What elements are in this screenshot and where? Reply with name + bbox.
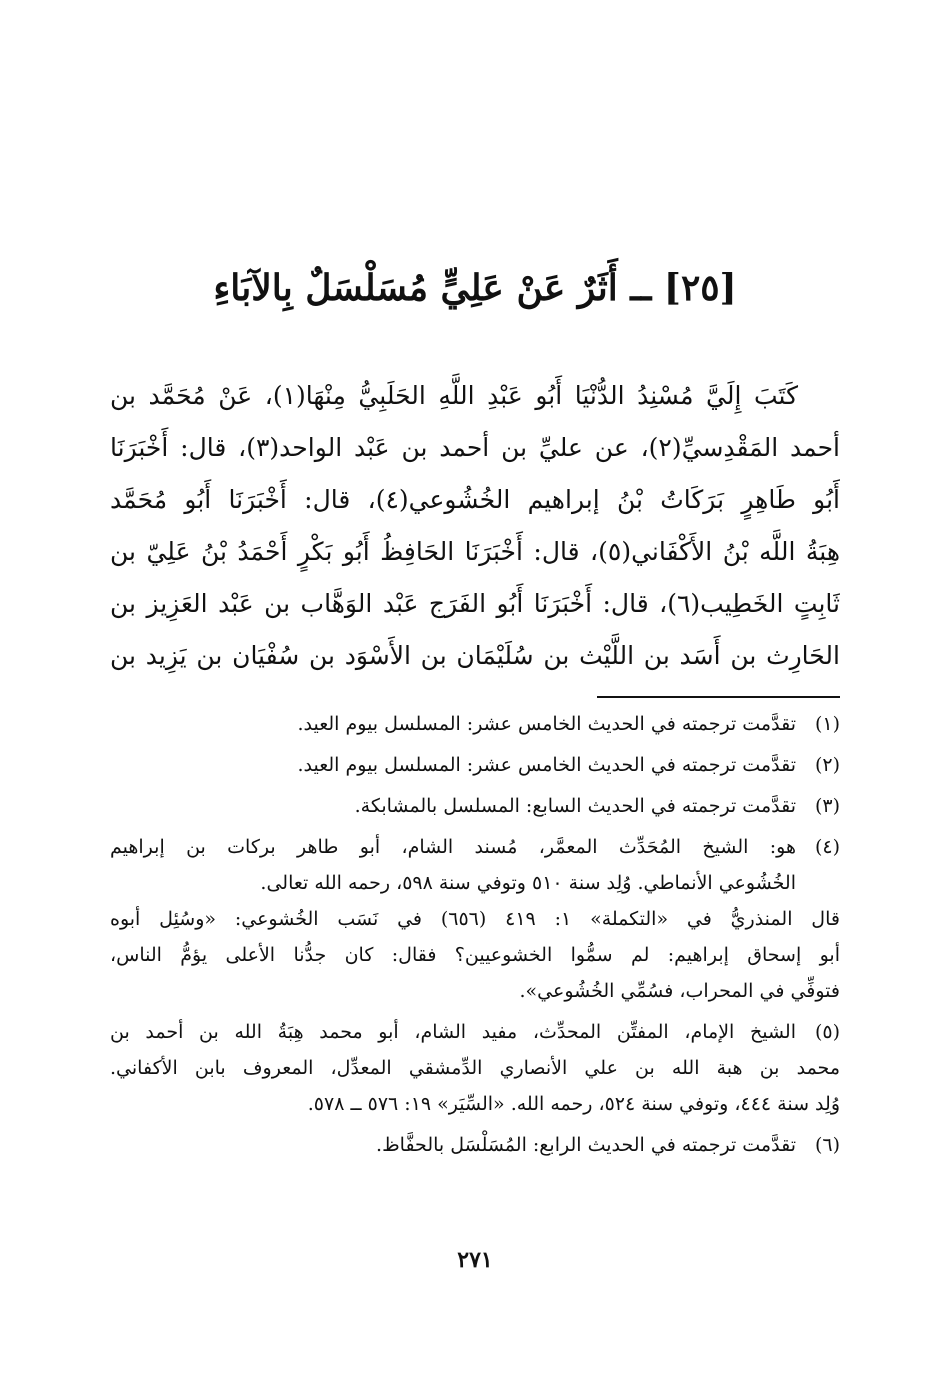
footnote-number: (١) <box>814 713 840 735</box>
footnote-line: وُلِد سنة ٤٤٤، وتوفي سنة ٥٢٤، رحمه الله. «السِّيَر» ١٩: ٥٧٦ ــ ٥٧٨. <box>307 1093 840 1115</box>
main-text <box>110 370 840 682</box>
footnote-line: تقدَّمت ترجمته في الحديث الرابع: المُسَلْسَل بالحفَّاظ. <box>376 1134 796 1156</box>
footnote-line: فتوفِّي في المحراب، فسُمِّي الخُشُوعي». <box>519 980 840 1002</box>
text-line: ثَابِتٍ الخَطِيب(٦)، قال: أَخْبَرَنَا أَبُو الفَرَج عَبْد الوَهَّاب بن عَبْد العَزِيز بن <box>110 589 840 618</box>
footnote-line: محمد بن هبة الله بن علي الأنصاري الدِّمشقي المعدِّل، المعروف بابن الأكفاني. <box>110 1057 840 1079</box>
text-line: الحَارِث بن أَسَد بن اللَّيْث بن سُلَيْمَان بن الأَسْوَد بن سُفْيَان بن يَزِيد بن <box>110 641 840 670</box>
footnote <box>110 829 840 1009</box>
text-line: أحمد المَقْدِسيِّ(٢)، عن عليِّ بن أحمد بن عَبْد الواحد(٣)، قال: أَخْبَرَنَا <box>110 433 840 462</box>
footnote <box>110 747 840 783</box>
footnote-number: (٥) <box>814 1021 840 1043</box>
footnote <box>110 1127 840 1163</box>
footnote <box>110 788 840 824</box>
page-number: ٢٧١ <box>457 1247 493 1273</box>
footnote-number: (٤) <box>814 836 840 858</box>
footnote-number: (٢) <box>814 754 840 776</box>
footnote-line: تقدَّمت ترجمته في الحديث الخامس عشر: المسلسل بيوم العيد. <box>297 754 796 776</box>
footnote-line: الشيخ الإمام، المفتِّن المحدِّث، مفيد الشام، أبو محمد هِبَةُ الله بن أحمد بن <box>110 1021 796 1043</box>
text-line: كَتَبَ إِلَيَّ مُسْنِدُ الدُّنْيَا أَبُو عَبْدِ اللَّهِ الحَلَبِيُّ مِنْهَا(١)، عَنْ مُحَمَّد بن <box>110 381 798 410</box>
text-line: أَبُو طَاهِرٍ بَرَكَاتُ بْنُ إبراهيم الخُشُوعي(٤)، قال: أَخْبَرَنَا أَبُو مُحَمَّد <box>110 485 840 514</box>
footnote-line: هو: الشيخ المُحَدِّث المعمَّر، مُسند الشام، أبو طاهر بركات بن إبراهيم <box>110 836 796 858</box>
footnote-line: الخُشُوعي الأنماطي. وُلِد سنة ٥١٠ وتوفي سنة ٥٩٨، رحمه الله تعالى. <box>260 872 796 894</box>
footnote-line: قال المنذريُّ في «التكملة» ١: ٤١٩ (٦٥٦) في نَسَب الخُشوعي: «وسُئِل أبوه <box>110 908 840 930</box>
footnote <box>110 706 840 742</box>
footnote-number: (٣) <box>814 795 840 817</box>
footnote-line: تقدَّمت ترجمته في الحديث الخامس عشر: المسلسل بيوم العيد. <box>297 713 796 735</box>
text-line: هِبَةُ اللَّه بْنُ الأَكْفَاني(٥)، قال: أَخْبَرَنَا الحَافِظُ أَبُو بَكْرٍ أَحْمَدُ بْنُ عَلِيّ بن <box>110 537 840 566</box>
footnote-number: (٦) <box>814 1134 840 1156</box>
footnote-line: تقدَّمت ترجمته في الحديث السابع: المسلسل بالمشابكة. <box>354 795 796 817</box>
footnotes <box>110 706 840 1168</box>
footnote-separator <box>597 696 840 698</box>
footnote <box>110 1014 840 1122</box>
section-title: [٢٥] ــ أَثَرٌ عَنْ عَلِيٍّ مُسَلْسَلٌ بِالآبَاءِ <box>213 267 737 309</box>
footnote-line: أبو إسحاق إبراهيم: لم سمُّوا الخشوعيين؟ فقال: كان جدُّنا الأعلى يؤمُّ الناس، <box>110 944 840 966</box>
